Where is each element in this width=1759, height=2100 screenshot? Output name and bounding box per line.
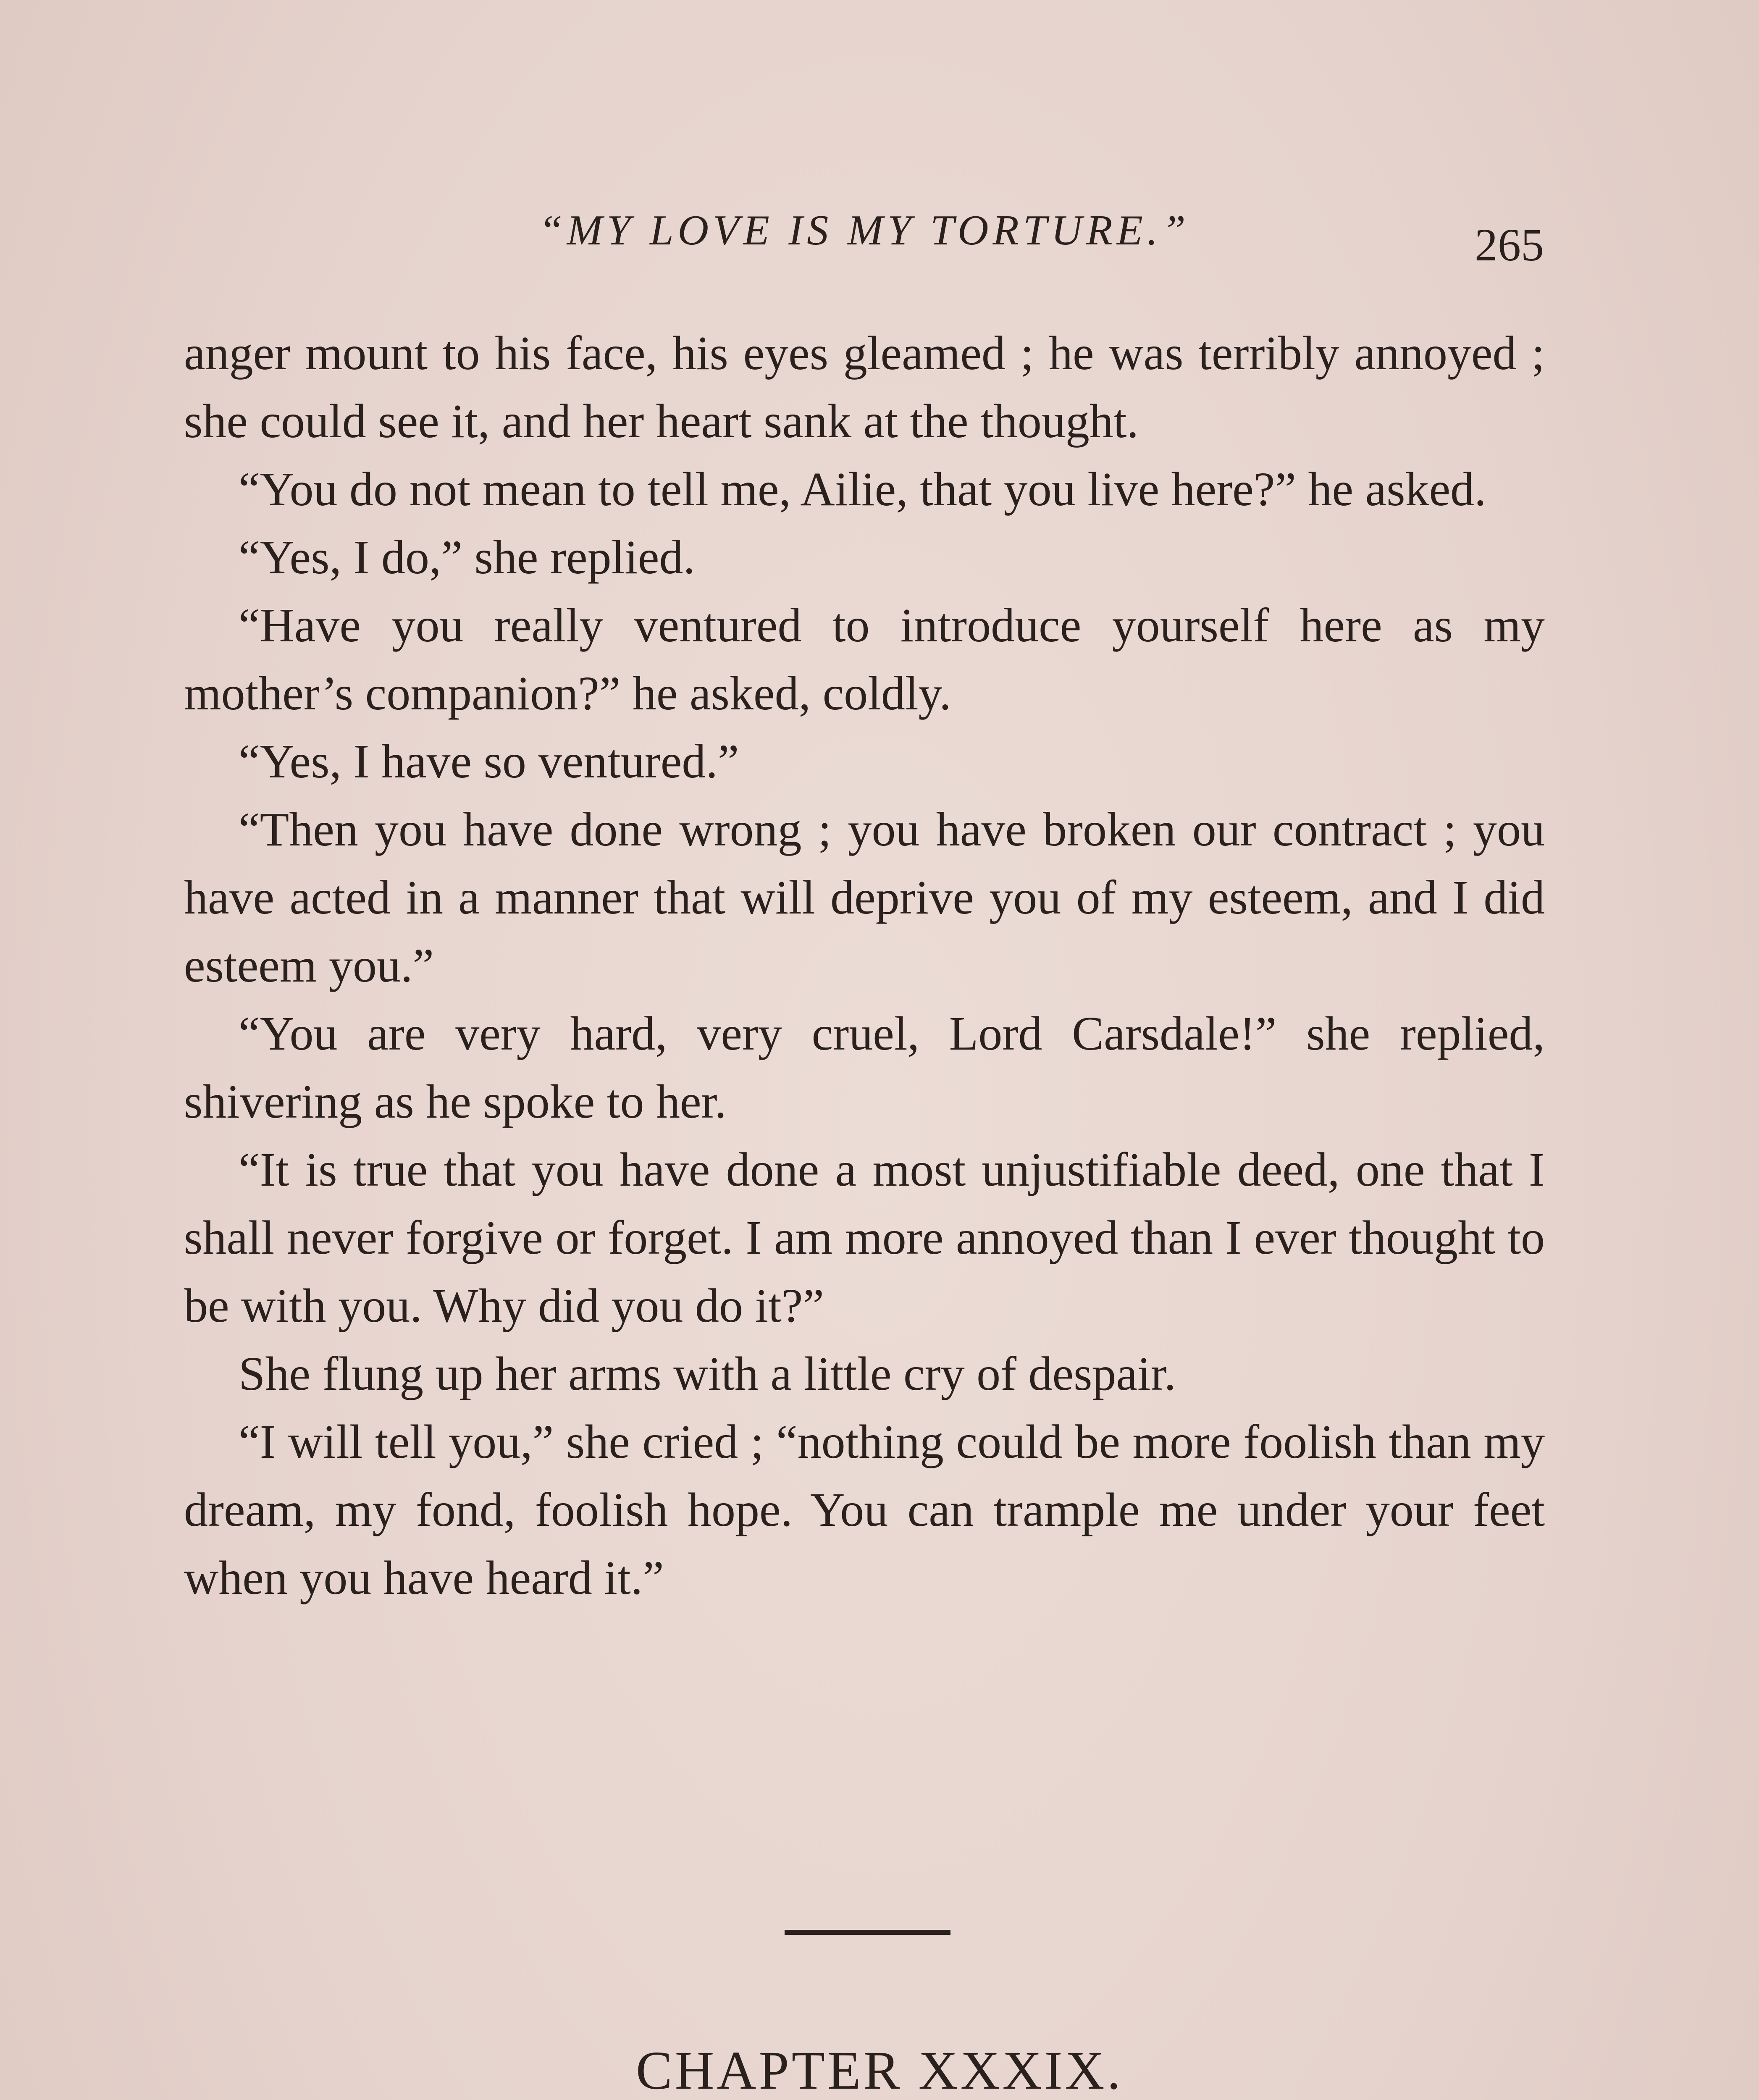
paragraph: “Have you really ventured to introduce yourself here as my mother’s companion?” he asked, coldly. xyxy=(184,598,1545,720)
paragraph: anger mount to his face, his eyes gleamed ; he was terribly annoyed ; she could see it, and her heart sank at the thought. xyxy=(184,326,1545,448)
running-head xyxy=(185,197,1544,281)
paragraph: “You do not mean to tell me, Ailie, that you live here?” he asked. xyxy=(239,462,1486,516)
page-number: 265 xyxy=(1475,219,1544,270)
chapter-title: CHAPTER XXXIX. xyxy=(635,2040,1124,2100)
paragraph: “Then you have done wrong ; you have broken our contract ; you have acted in a manner that will deprive you of my esteem, and I did esteem you.” xyxy=(184,803,1545,992)
body-text xyxy=(184,319,1545,1612)
paragraph: “Yes, I do,” she replied. xyxy=(239,530,696,584)
section-divider xyxy=(785,1930,950,1935)
paragraph: “You are very hard, very cruel, Lord Carsdale!” she replied, shivering as he spoke to her. xyxy=(184,1007,1545,1128)
running-title: “MY LOVE IS MY TORTURE.” xyxy=(538,207,1190,254)
paragraph: “I will tell you,” she cried ; “nothing could be more foolish than my dream, my fond, foolish hope. You can trample me under your feet when you have heard it.” xyxy=(184,1415,1545,1604)
paragraph: “Yes, I have so ventured.” xyxy=(239,735,739,788)
paragraph: “It is true that you have done a most unjustifiable deed, one that I shall never forgive or forget. I am more annoyed than I ever thought to be with you. Why did you do it?” xyxy=(184,1143,1545,1332)
paragraph: She flung up her arms with a little cry of despair. xyxy=(239,1347,1176,1400)
